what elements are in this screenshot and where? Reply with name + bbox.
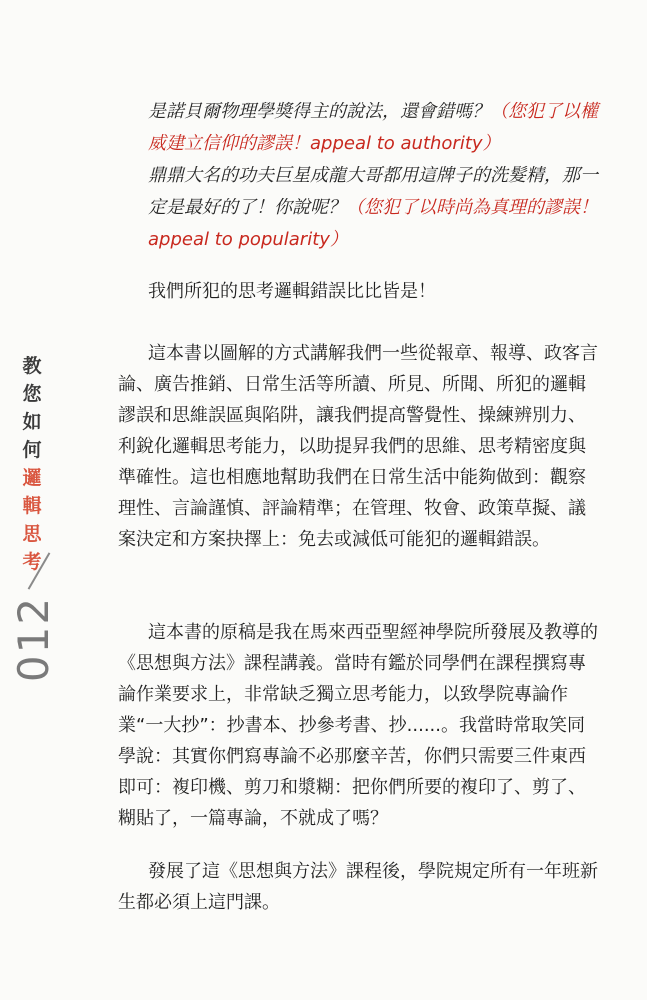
vertical-book-title [18,352,46,576]
title-char: 輯 [22,495,42,517]
quote-1-note: （您犯了以權威建立信仰的謬誤！appeal to authority） [148,101,598,154]
title-char: 考 [22,551,42,573]
quote-1-text: 是諾貝爾物理學獎得主的說法，還會錯嗎？ [148,101,490,122]
title-char: 如 [22,411,42,433]
paragraph: 這本書的原稿是我在馬來西亞聖經神學院所發展及教導的《思想與方法》課程講義。當時有鑑於同學們在課程撰寫專論作業要求上，非常缺乏獨立思考能力，以致學院專論作業“一大抄”：抄書本、抄參考書、抄......。我當時常取笑同學說：其實你們寫專論不必那麼辛苦，你們只需要三件東西即可：複印機、剪刀和漿糊：把你們所要的複印了、剪了、糊貼了，一篇專論，不就成了嗎？ [118,622,598,829]
paragraph: 發展了這《思想與方法》課程後，學院規定所有一年班新生都必須上這門課。 [118,861,598,913]
title-char: 教 [22,355,42,377]
title-char: 思 [22,523,42,545]
quote-2-note: （您犯了以時尚為真理的謬誤！appeal to popularity） [148,197,598,250]
page-number: 012 [9,595,58,683]
page-number-block [4,560,64,683]
quote-2-text: 鼎鼎大名的功夫巨星成龍大哥都用這牌子的洗髮精，那一定是最好的了！你說呢？ [148,165,598,218]
title-char: 邏 [22,467,42,489]
example-quotes [148,96,600,256]
paragraph: 我們所犯的思考邏輯錯誤比比皆是！ [148,281,436,302]
title-char: 您 [22,383,42,405]
paragraph: 這本書以圖解的方式講解我們一些從報章、報導、政客言論、廣告推銷、日常生活等所讀、所見、所聞、所犯的邏輯謬誤和思維誤區與陷阱，讓我們提高警覺性、操練辨別力、利銳化邏輯思考能力，以助提昇我們的思維、思考精密度與準確性。這也相應地幫助我們在日常生活中能夠做到：觀察理性、言論謹慎、評論精準；在管理、牧會、政策草擬、議案決定和方案抉擇上：免去或減低可能犯的邏輯錯誤。 [118,343,598,550]
title-char: 何 [22,439,42,461]
